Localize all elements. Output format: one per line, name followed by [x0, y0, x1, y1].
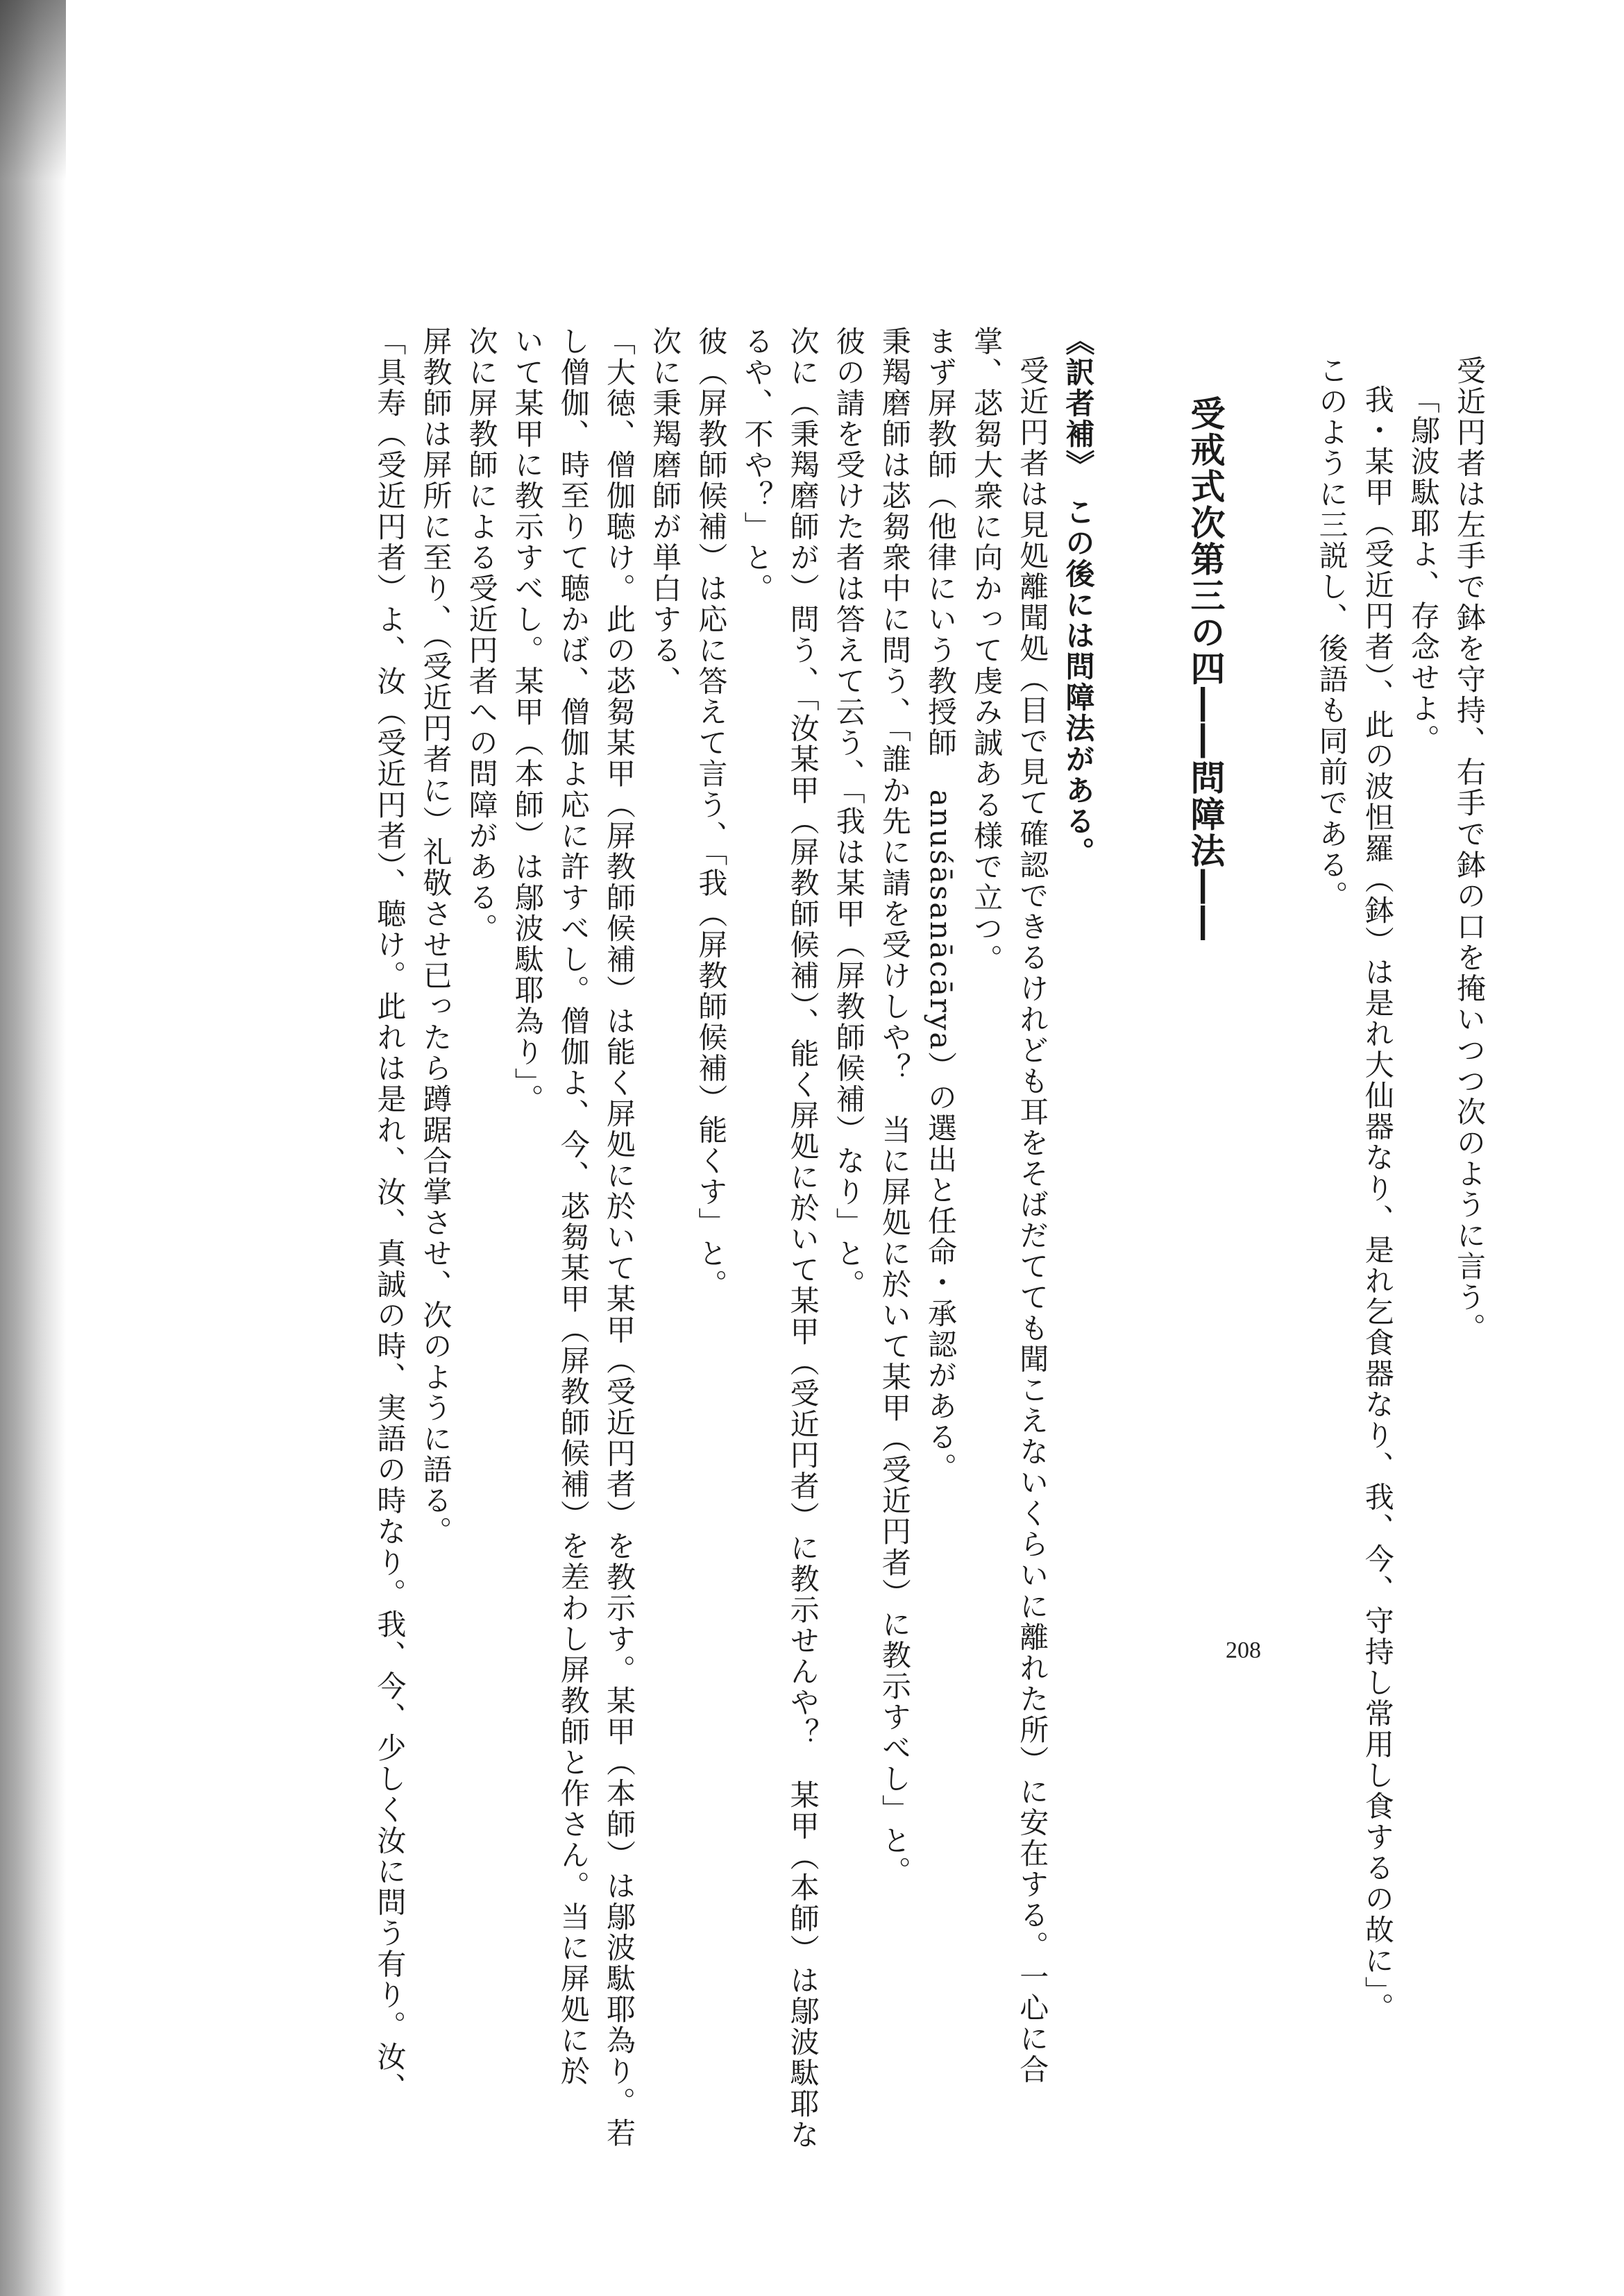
text-line: いて某甲に教示すべし。某甲（本師）は鄔波駄耶為り」。 — [510, 326, 545, 1115]
text-line: 掌、苾芻大衆に向かって虔み誠ある様で立つ。 — [970, 326, 1004, 975]
text-line: まず屏教師（他律にいう教授師 anuśāsanācārya）の選出と任命・承認がある。 — [924, 326, 958, 1484]
text-line: るや、不や？」と。 — [740, 326, 775, 604]
page-number: 208 — [1226, 1638, 1261, 1663]
text-line: 受近円者は見処離聞処（目で見て確認できるけれども耳をそばだてても聞こえないくらいに離れた所）に安在する。一心に合 — [1015, 355, 1050, 2086]
text-line: 次に屏教師による受近円者への問障がある。 — [464, 326, 499, 944]
text-line: 次に（秉羯磨師が）問う、「汝某甲（屏教師候補）、能く屏処に於いて某甲（受近円者）に教示せんや？ 某甲（本師）は鄔波駄耶な — [786, 326, 820, 2151]
translator-note: 《訳者補》 この後には問障法がある。 — [1061, 326, 1096, 868]
text-line: 「大徳、僧伽聴け。此の苾芻某甲（屏教師候補）は能く屏処に於いて某甲（受近円者）を教示す。某甲（本師）は鄔波駄耶為り。若 — [602, 326, 637, 2149]
text-line: 彼の請を受けた者は答えて云う、「我は某甲（屏教師候補）なり」と。 — [831, 326, 866, 1300]
text-line: 屏教師は屏所に至り、（受近円者に）礼敬させ已ったら蹲踞合掌させ、次のように語る。 — [418, 326, 453, 1547]
text-line: 「鄔波駄耶よ、存念せよ。 — [1406, 384, 1441, 756]
text-line: 彼（屏教師候補）は応に答えて言う、「我（屏教師候補）能くす」と。 — [694, 326, 729, 1300]
text-line: 受近円者は左手で鉢を守持、右手で鉢の口を掩いつつ次のように言う。 — [1453, 355, 1487, 1344]
text-line: 次に秉羯磨師が単白する、 — [648, 326, 683, 697]
text-line: 秉羯磨師は苾芻衆中に問う、「誰か先に請を受けしや？ 当に屏処に於いて某甲（受近円者）に教示すべし」と。 — [877, 326, 912, 1887]
section-heading: 受戒式次第三の四――問障法―― — [1185, 396, 1226, 942]
text-line: このように三説し、後語も同前である。 — [1314, 355, 1349, 912]
scan-shadow-edge — [0, 0, 66, 2296]
text-line: し僧伽、時至りて聴かば、僧伽よ応に許すべし。僧伽よ、今、苾芻某甲（屏教師候補）を差わし屏教師と作さん。当に屏処に於 — [556, 326, 591, 2087]
text-line: 「具寿（受近円者）よ、汝（受近円者）、聴け。此れは是れ、汝、真誠の時、実語の時なり。我、今、少しく汝に問う有り。汝、 — [373, 326, 407, 2104]
vertical-text-body — [366, 326, 1492, 2151]
scan-shadow-corner — [0, 0, 66, 180]
text-line: 我・某甲（受近円者）、此の波怛羅（鉢）は是れ大仙器なり、是れ乞食器なり、我、今、守持し常用し食するの故に」。 — [1360, 384, 1395, 2024]
